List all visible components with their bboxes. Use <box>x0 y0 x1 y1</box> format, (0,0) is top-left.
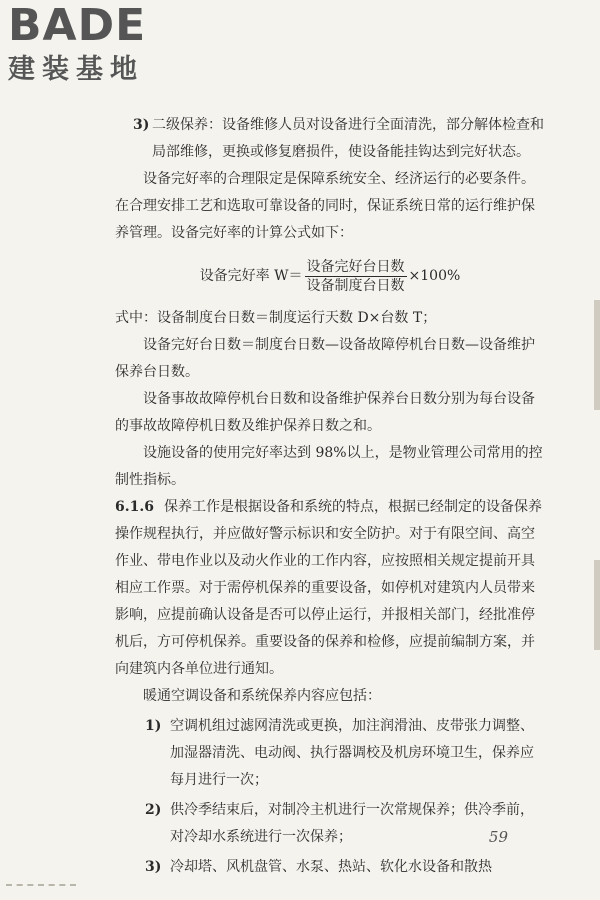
list-item <box>115 854 545 881</box>
list-item <box>115 797 545 851</box>
paragraph: 设备完好台日数＝制度台日数—设备故障停机台日数—设备维护保养台日数。 <box>115 337 535 380</box>
paragraph: 设施设备的使用完好率达到 98%以上，是物业管理公司常用的控制性指标。 <box>115 445 543 488</box>
paragraph: 暖通空调设备和系统保养内容应包括： <box>143 688 381 704</box>
list-item-number: 1) <box>145 718 162 734</box>
formula-lhs: 设备完好率 W＝ <box>199 267 303 284</box>
section-number: 6.1.6 <box>115 499 154 515</box>
list-item-number: 2) <box>145 802 162 818</box>
publisher-logo <box>8 2 178 94</box>
page-edge-shadow <box>594 300 600 410</box>
list-item-maintenance-level-2 <box>115 112 545 166</box>
list-item-text: 空调机组过滤网清洗或更换，加注润滑油、皮带张力调整、加湿器清洗、电动阀、执行器调校及机房环境卫生，保养应每月进行一次； <box>170 718 534 788</box>
scan-edge-mark <box>6 884 76 888</box>
formula-rhs: ×100% <box>408 267 461 284</box>
page-body <box>115 112 545 881</box>
formula-denominator: 设备制度台日数 <box>306 277 405 294</box>
logo-text-zh: 建装基地 <box>8 54 144 85</box>
formula <box>115 247 545 305</box>
logo-text-en: BADE <box>8 0 147 51</box>
formula-numerator: 设备完好台日数 <box>306 258 405 275</box>
list-item-text: 二级保养：设备维修人员对设备进行全面清洗，部分解体检查和局部维修，更换或修复磨损件，使设备能挂钩达到完好状态。 <box>152 117 544 160</box>
formula-fraction <box>305 258 407 295</box>
page-number: 59 <box>488 828 508 846</box>
section-paragraph <box>115 494 545 683</box>
formula-where-line: 式中：设备制度台日数＝制度运行天数 D×台数 T； <box>115 310 437 326</box>
paragraph: 设备事故故障停机台日数和设备维护保养台日数分别为每台设备的事故故障停机日数及维护保养日数之和。 <box>115 391 535 434</box>
list-item-number: 3) <box>145 859 162 875</box>
list-item-text: 冷却塔、风机盘管、水泵、热站、软化水设备和散热 <box>170 859 492 875</box>
paragraph: 设备完好率的合理限定是保障系统安全、经济运行的必要条件。在合理安排工艺和选取可靠设备的同时，保证系统日常的运行维护保养管理。设备完好率的计算公式如下： <box>115 171 535 241</box>
list-item-number: 3) <box>133 117 150 133</box>
list-item-text: 供冷季结束后，对制冷主机进行一次常规保养；供冷季前，对冷却水系统进行一次保养； <box>170 802 534 845</box>
page-edge-shadow <box>594 560 600 650</box>
section-text: 保养工作是根据设备和系统的特点，根据已经制定的设备保养操作规程执行，并应做好警示标识和安全防护。对于有限空间、高空作业、带电作业以及动火作业的工作内容，应按照相关规定提前开具相应工作票。对于需停机保养的重要设备，如停机对建筑内人员带来影响，应提前确认设备是否可以停止运行，并报相关部门，经批准停机后，方可停机保养。重要设备的保养和检修，应提前编制方案，并向建筑内各单位进行通知。 <box>115 499 542 677</box>
list-item <box>115 713 545 794</box>
